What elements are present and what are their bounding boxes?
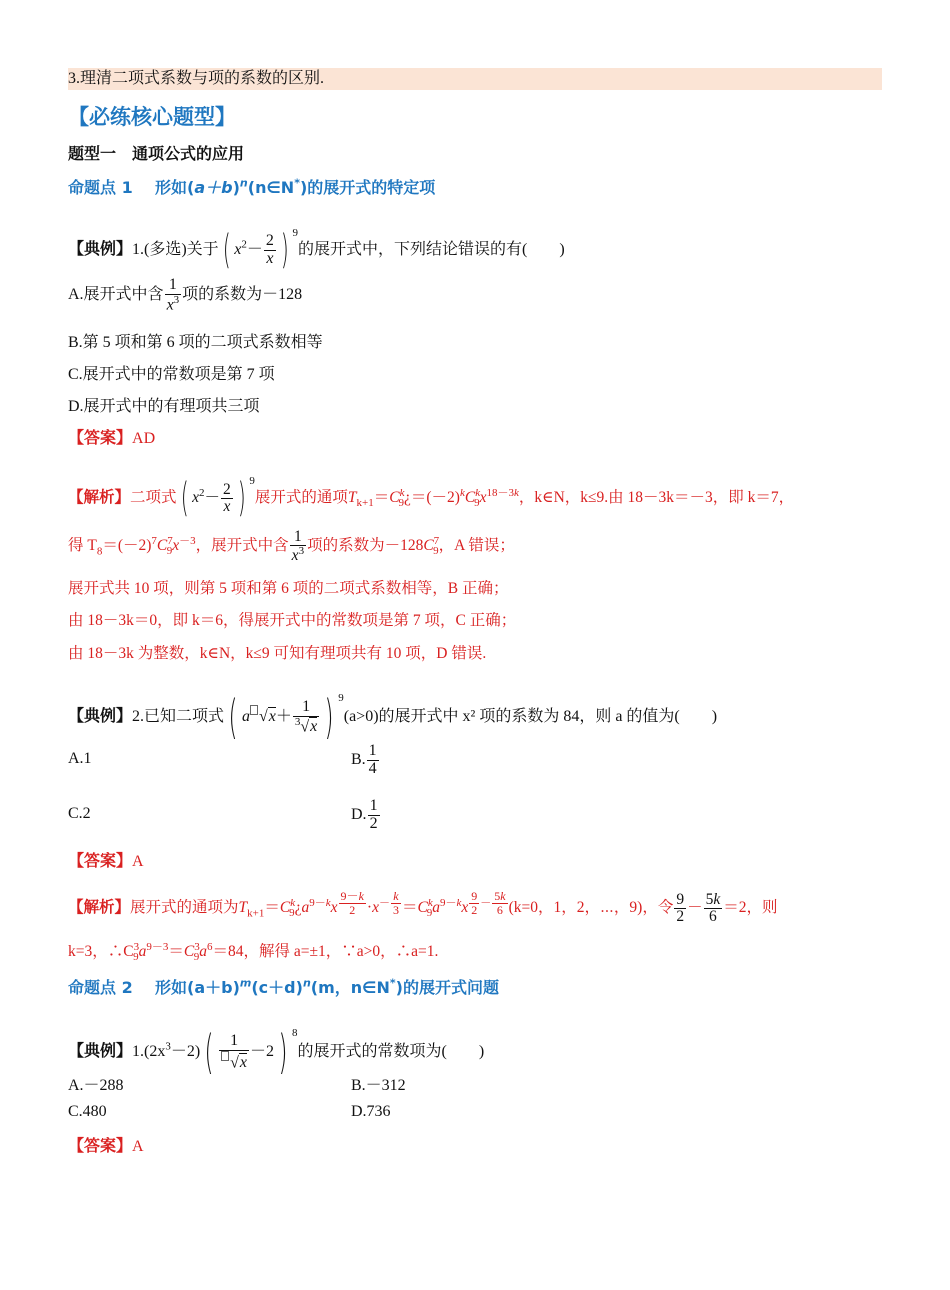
q2-solution-line-2: k=3，$\therefore C^3_9a^{9-3}=C^3_9a^6=84$，解得 a=±1，∵a>0，∴a=1. xyxy=(68,941,439,964)
example-2-stem: 【典例】2.已知二项式( a √x＋ $\frac{1}{^3√x}$ ) $^9$(a>0)的展开式中 x² 项的系数为 84，则 a 的值为( ) xyxy=(68,690,718,745)
q2-option-d: D. $\frac{1}{2}$ xyxy=(351,797,378,832)
example-3-stem: 【典例】$1.(2x^3-2)$( $\frac{1}{√x}$ －2) $^8$的展开式的常数项为( ) xyxy=(68,1025,485,1080)
subtopic-2-title: 命题点 2 形如$(a+b)^m(c+d)^n(m$，n∈N*)的展开式问题 xyxy=(68,976,499,997)
q3-option-d: D.736 xyxy=(351,1103,391,1120)
q2-option-a: A.1 xyxy=(68,750,92,767)
q3-option-b: B.－312 xyxy=(351,1077,406,1094)
q1-solution-line-2: 得 $T_8=(-2)^7C^7_9x^{-3}$，展开式中含 $\frac{1}{x^3}$ 项的系数为$-128C^7_9$，A 错误； xyxy=(68,527,515,565)
q1-answer: 【答案】AD xyxy=(68,428,156,447)
q3-answer: 【答案】A xyxy=(68,1136,144,1155)
q1-solution-line-1: 【解析】二项式( $x^2-$ $\frac{2}{x}$ ) $^9$展开式的通项$T_{k+1}=C^k_9¿=(-2)^kC^k_9x^{18-3k}$，k∈N，k≤9.由 18－3k＝－3，即 k＝7， xyxy=(68,475,795,522)
q2-solution-line-1: 【解析】展开式的通项为$T_{k+1}=C^k_9¿a^{9-k}x$ $^{\frac{9-k}{2}}$ $\cdot x^{- \frac{k}{3}}$ $=C^k_9a^{9-k}x$ $^{\frac{9}{2} - \frac{5k}{6}}$ (k=0，1，2，⋯，9)，令 $\frac{9}{2}$ － $\frac{5k}{6}$ ＝2，则 xyxy=(68,889,778,926)
example-1-stem: 【典例】1.(多选)关于( $x^2-$ $\frac{2}{x}$ ) $^9$的展开式中，下列结论错误的有( ) xyxy=(68,227,565,274)
q1-option-c: C.展开式中的常数项是第 7 项 xyxy=(68,366,275,383)
q3-option-a: A.－288 xyxy=(68,1077,124,1094)
section-title: 【必练核心题型】 xyxy=(68,105,236,129)
q1-option-a: A.展开式中含 $\frac{1}{x^3}$ 项的系数为－128 xyxy=(68,275,303,313)
intro-text: 3.理清二项式系数与项的系数的区别. xyxy=(68,70,325,87)
q2-answer: 【答案】A xyxy=(68,851,144,870)
q1-solution-line-4: 由 18－3k＝0，即 k＝6，得展开式中的常数项是第 7 项，C 正确； xyxy=(68,612,517,629)
q1-option-d: D.展开式中的有理项共三项 xyxy=(68,398,260,415)
q1-option-b: B.第 5 项和第 6 项的二项式系数相等 xyxy=(68,334,323,351)
q2-option-b: B. $\frac{1}{4}$ xyxy=(351,742,377,777)
intro-line xyxy=(68,68,882,90)
q3-option-c: C.480 xyxy=(68,1103,107,1120)
subtopic-1-title: 命题点 1 形如$(a+b)^n(n\in N^*)$的展开式的特定项 xyxy=(68,176,436,197)
q2-option-c: C.2 xyxy=(68,805,91,822)
type-title: 题型一 通项公式的应用 xyxy=(68,144,245,163)
q1-solution-line-3: 展开式共 10 项，则第 5 项和第 6 项的二项式系数相等，B 正确； xyxy=(68,580,509,597)
q1-solution-line-5: 由 18－3k 为整数，k∈N，k≤9 可知有理项共有 10 项，D 错误. xyxy=(68,645,487,662)
